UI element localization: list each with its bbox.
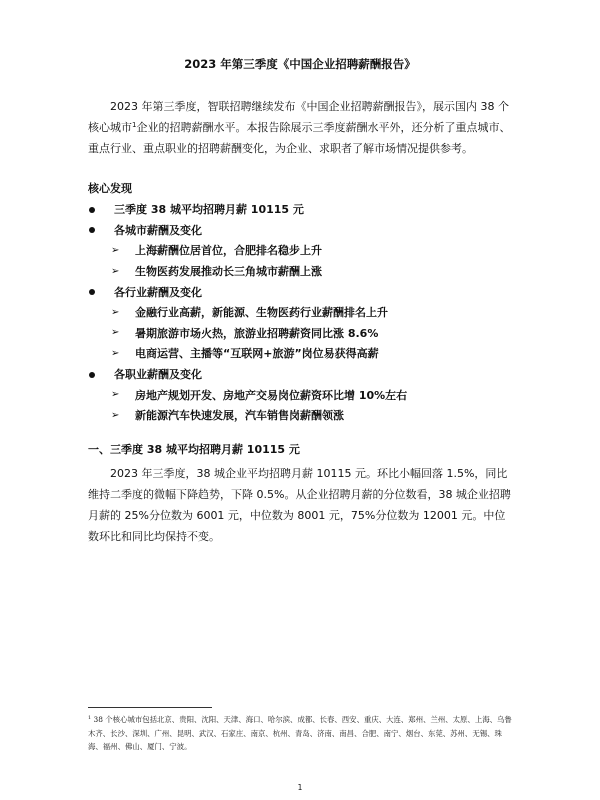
report-title: 2023 年第三季度《中国企业招聘薪酬报告》 <box>184 57 416 71</box>
arrow-bullet-icon: ➢ <box>111 306 120 318</box>
finding-text: 生物医药发展推动长三角城市薪酬上涨 <box>135 265 322 279</box>
footnote-text: 38 个核心城市包括北京、贵阳、沈阳、天津、海口、哈尔滨、成都、长春、西安、重庆、大连、郑州、兰州、太原、上海、乌鲁木齐、长沙、深圳、广州、昆明、武汉、石家庄、南京、杭州、青岛、济南、南昌、合肥、南宁、烟台、东莞、苏州、无锡、珠海、福州、佛山、厦门、宁波。 <box>88 715 512 751</box>
finding-subitem <box>88 343 518 364</box>
page-number: 1 <box>297 783 303 792</box>
finding-item <box>88 199 518 220</box>
finding-subitem <box>88 405 518 426</box>
finding-text: 电商运营、主播等“互联网+旅游”岗位易获得高薪 <box>135 347 379 361</box>
arrow-bullet-icon: ➢ <box>111 347 120 359</box>
arrow-bullet-icon: ➢ <box>111 244 120 256</box>
bullet-dot-icon <box>88 285 114 298</box>
finding-subitem <box>88 323 518 344</box>
intro-text-part1: 2023 年第三季度，智联招聘继续发布《中国企业招聘薪酬报告》，展示国内 38 个核心城市 <box>88 100 509 134</box>
finding-text: 三季度 38 城平均招聘月薪 10115 元 <box>114 203 304 217</box>
finding-text: 上海薪酬位居首位，合肥排名稳步上升 <box>135 244 322 258</box>
finding-text: 房地产规划开发、房地产交易岗位薪资环比增 10%左右 <box>135 388 408 402</box>
footnote-divider <box>88 707 212 708</box>
finding-text: 各城市薪酬及变化 <box>114 223 202 237</box>
finding-item <box>88 364 518 385</box>
finding-item <box>88 281 518 302</box>
footnote-reference[interactable]: 1 <box>132 121 137 129</box>
arrow-bullet-icon: ➢ <box>111 265 120 277</box>
bullet-dot-icon <box>88 368 114 381</box>
footnote <box>88 713 514 754</box>
finding-text: 金融行业高薪，新能源、生物医药行业薪酬排名上升 <box>135 306 388 320</box>
footnote-mark: 1 <box>88 715 92 721</box>
section-1-paragraph: 2023 年三季度，38 城企业平均招聘月薪 10115 元。环比小幅回落 1.5%，同比维持二季度的微幅下降趋势，下降 0.5%。从企业招聘月薪的分位数看，38 城企业招聘月薪的 25%分位数为 6001 元，中位数为 8001 元，75%分位数为 12001 元。中位数环比和同比均保持不变。 <box>88 467 511 543</box>
finding-subitem <box>88 302 518 323</box>
finding-text: 各行业薪酬及变化 <box>114 285 202 299</box>
finding-subitem <box>88 261 518 282</box>
bullet-dot-icon <box>88 223 114 236</box>
finding-text: 各职业薪酬及变化 <box>114 368 202 382</box>
finding-text: 新能源汽车快速发展，汽车销售岗薪酬领涨 <box>135 409 344 423</box>
finding-subitem <box>88 240 518 261</box>
finding-text: 暑期旅游市场火热，旅游业招聘薪资同比涨 8.6% <box>135 326 379 340</box>
finding-item <box>88 220 518 241</box>
section-1-heading: 一、三季度 38 城平均招聘月薪 10115 元 <box>88 443 300 456</box>
intro-paragraph <box>88 96 512 159</box>
core-findings-heading: 核心发现 <box>88 182 132 195</box>
bullet-dot-icon <box>88 203 114 216</box>
arrow-bullet-icon: ➢ <box>111 389 120 401</box>
core-findings-list <box>88 199 518 426</box>
arrow-bullet-icon: ➢ <box>111 327 120 339</box>
intro-text-part2: 企业的招聘薪酬水平。本报告除展示三季度薪酬水平外，还分析了重点城市、重点行业、重点职业的招聘薪酬变化，为企业、求职者了解市场情况提供参考。 <box>88 121 511 155</box>
finding-subitem <box>88 384 518 405</box>
arrow-bullet-icon: ➢ <box>111 409 120 421</box>
